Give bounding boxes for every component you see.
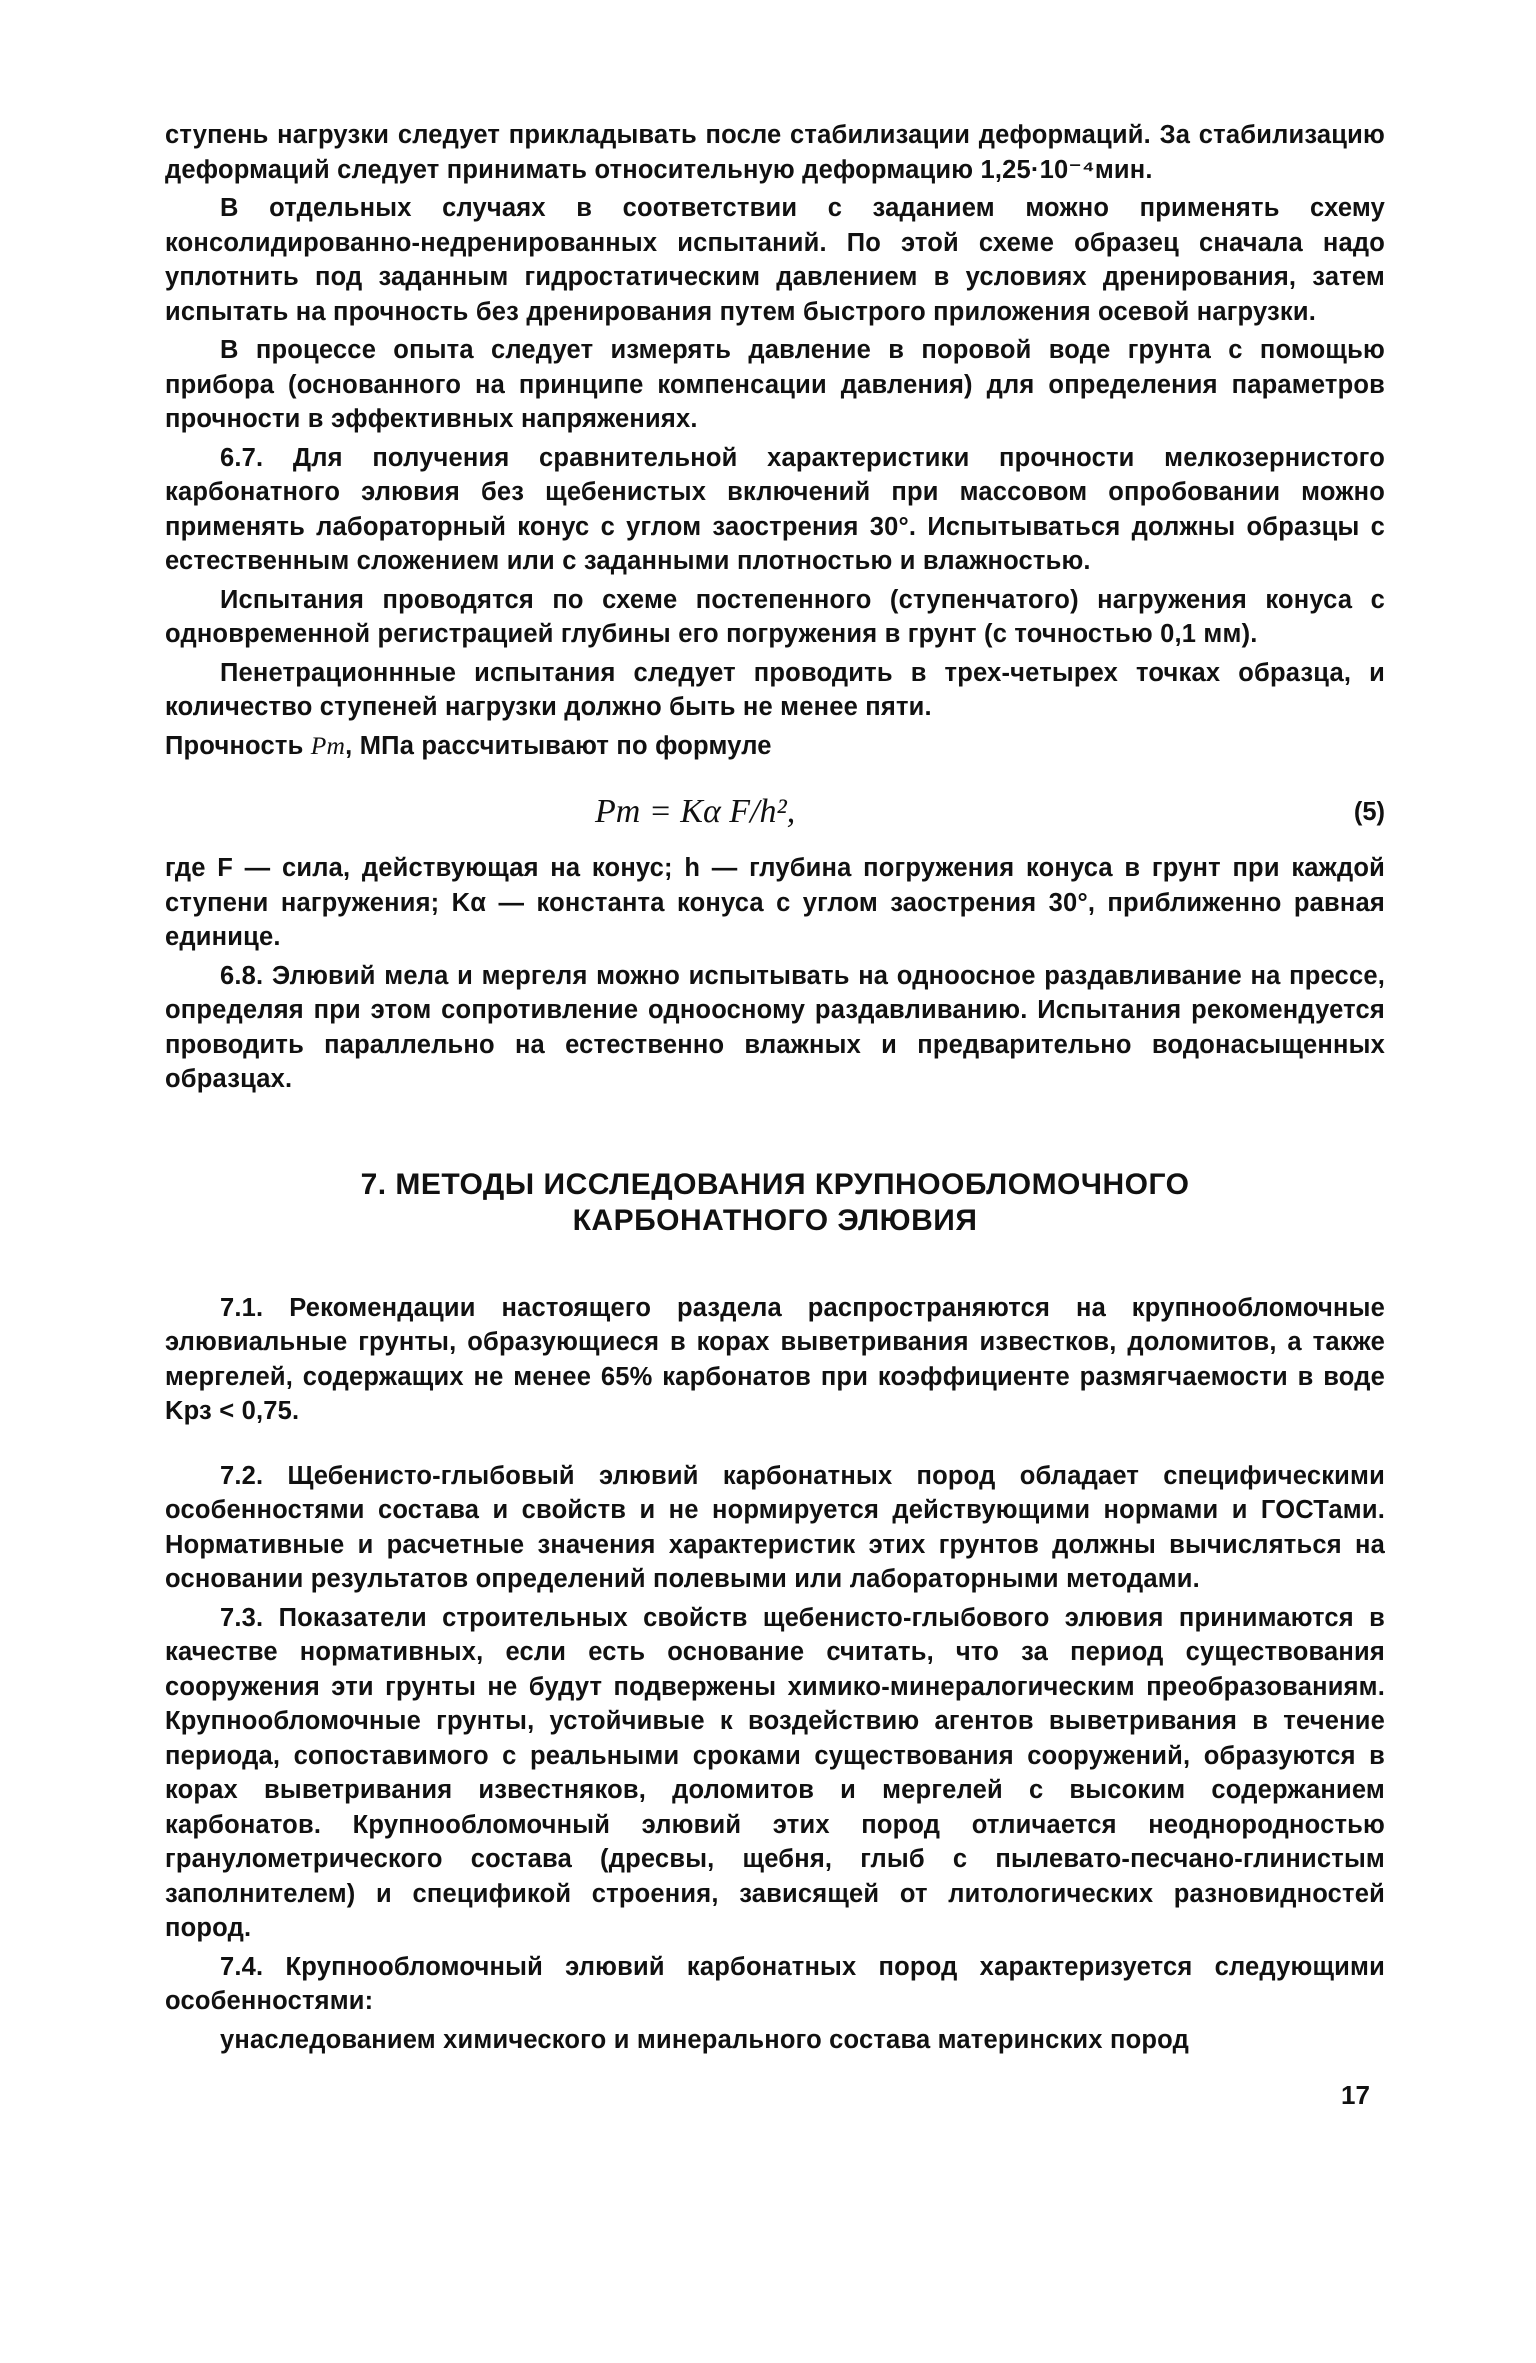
paragraph-7-4	[165, 1950, 1385, 2019]
heading-line-2: КАРБОНАТНОГО ЭЛЮВИЯ	[572, 1203, 978, 1237]
clause-text: Крупнообломочный элювий карбонатных пород характеризуется следующими особенностями:	[165, 1952, 1385, 2015]
formula-row	[165, 783, 1385, 841]
paragraph-6-7	[165, 441, 1385, 579]
clause-number: 6.7.	[220, 443, 264, 472]
paragraph-consolidated-undrained: В отдельных случаях в соответствии с заданием можно применять схему консолидированно-недренированных испытаний. По этой схеме образец сначала надо уплотнить под заданным гидростатическим давлением в условиях дренирования, затем испытать на прочность без дренирования путем быстрого приложения осевой нагрузки.	[165, 194, 1385, 326]
paragraph-7-1	[165, 1291, 1385, 1429]
clause-text: Показатели строительных свойств щебенисто-глыбового элювия принимаются в качестве нормативных, если есть основание считать, что за период существования сооружения эти грунты не будут подвержены химико-минералогическим преобразованиям. Крупнообломочные грунты, устойчивые к воздействию агентов выветривания в течение периода, сопоставимого с реальными сроками существования сооружений, образуются в корах выветривания известняков, доломитов и мергелей с высоким содержанием карбонатов. Крупнообломочный элювий этих пород отличается неоднородностью гранулометрического состава (дресвы, щебня, глыб с пылевато-песчано-глинистым заполнителем) и спецификой строения, зависящей от литологических разновидностей пород.	[165, 1603, 1385, 1942]
clause-text: Элювий мела и мергеля можно испытывать на одноосное раздавливание на прессе, определяя при этом сопротивление одноосному раздавливанию. Испытания рекомендуется проводить параллельно на естественно влажных и предварительно водонасыщенных образцах.	[165, 961, 1385, 1093]
clause-text: Щебенисто-глыбовый элювий карбонатных пород обладает специфическими особенностями состава и свойств и не нормируется действующими нормами и ГОСТами. Нормативные и расчетные значения характеристик этих грунтов должны вычисляться на основании результатов определений полевыми или лабораторными методами.	[165, 1461, 1385, 1593]
paragraph-deformation-stabilization: ступень нагрузки следует прикладывать после стабилизации деформаций. За стабилизацию деформаций следует принимать относительную деформацию 1,25·10⁻⁴мин.	[165, 121, 1385, 184]
formula-number: (5)	[1353, 798, 1385, 826]
paragraph-stepwise-loading: Испытания проводятся по схеме постепенного (ступенчатого) нагружения конуса с одновременной регистрацией глубины его погружения в грунт (с точностью 0,1 мм).	[165, 585, 1385, 648]
formula-5: Pm = Kα F/h²,	[595, 793, 796, 830]
clause-number: 7.1.	[220, 1293, 264, 1322]
paragraph-penetration-tests: Пенетрационнные испытания следует проводить в трех-четырех точках образца, и количество ступеней нагрузки должно быть не менее пяти.	[165, 658, 1385, 721]
heading-line-1: 7. МЕТОДЫ ИССЛЕДОВАНИЯ КРУПНООБЛОМОЧНОГО	[360, 1167, 1190, 1201]
paragraph-6-8	[165, 959, 1385, 1097]
page-number: 17	[1341, 2080, 1370, 2110]
paragraph-7-2	[165, 1459, 1385, 1597]
strength-label: Прочность	[165, 731, 304, 760]
paragraph-pore-pressure: В процессе опыта следует измерять давление в поровой воде грунта с помощью прибора (основанного на принципе компенсации давления) для определения параметров прочности в эффективных напряжениях.	[165, 336, 1385, 433]
document-page	[165, 118, 1385, 2057]
paragraph-inheritance: унаследованием химического и минерального состава материнских пород	[220, 2025, 1189, 2054]
strength-intro-rest: , МПа рассчитывают по формуле	[345, 731, 772, 760]
paragraph-strength-formula-intro	[165, 729, 1385, 764]
paragraph-formula-legend: где F — сила, действующая на конус; h — глубина погружения конуса в грунт при каждой ступени нагружения; Kα — константа конуса с углом заострения 30°, приближенно равная единице.	[165, 854, 1385, 951]
strength-symbol: Pm	[310, 730, 346, 760]
clause-text: Для получения сравнительной характеристики прочности мелкозернистого карбонатного элювия без щебенистых включений при массовом опробовании можно применять лабораторный конус с углом заострения 30°. Испытываться должны образцы с естественным сложением или с заданными плотностью и влажностью.	[165, 443, 1385, 575]
section-heading	[165, 1167, 1385, 1239]
clause-number: 7.2.	[220, 1461, 264, 1490]
paragraph-7-3	[165, 1601, 1385, 1946]
clause-number: 6.8.	[220, 961, 264, 990]
clause-number: 7.3.	[220, 1603, 264, 1632]
clause-number: 7.4.	[220, 1952, 264, 1981]
clause-text: Рекомендации настоящего раздела распространяются на крупнообломочные элювиальные грунты, образующиеся в корах выветривания известков, доломитов, а также мергелей, содержащих не менее 65% карбонатов при коэффициенте размягчаемости в воде Kрз < 0,75.	[165, 1293, 1385, 1425]
